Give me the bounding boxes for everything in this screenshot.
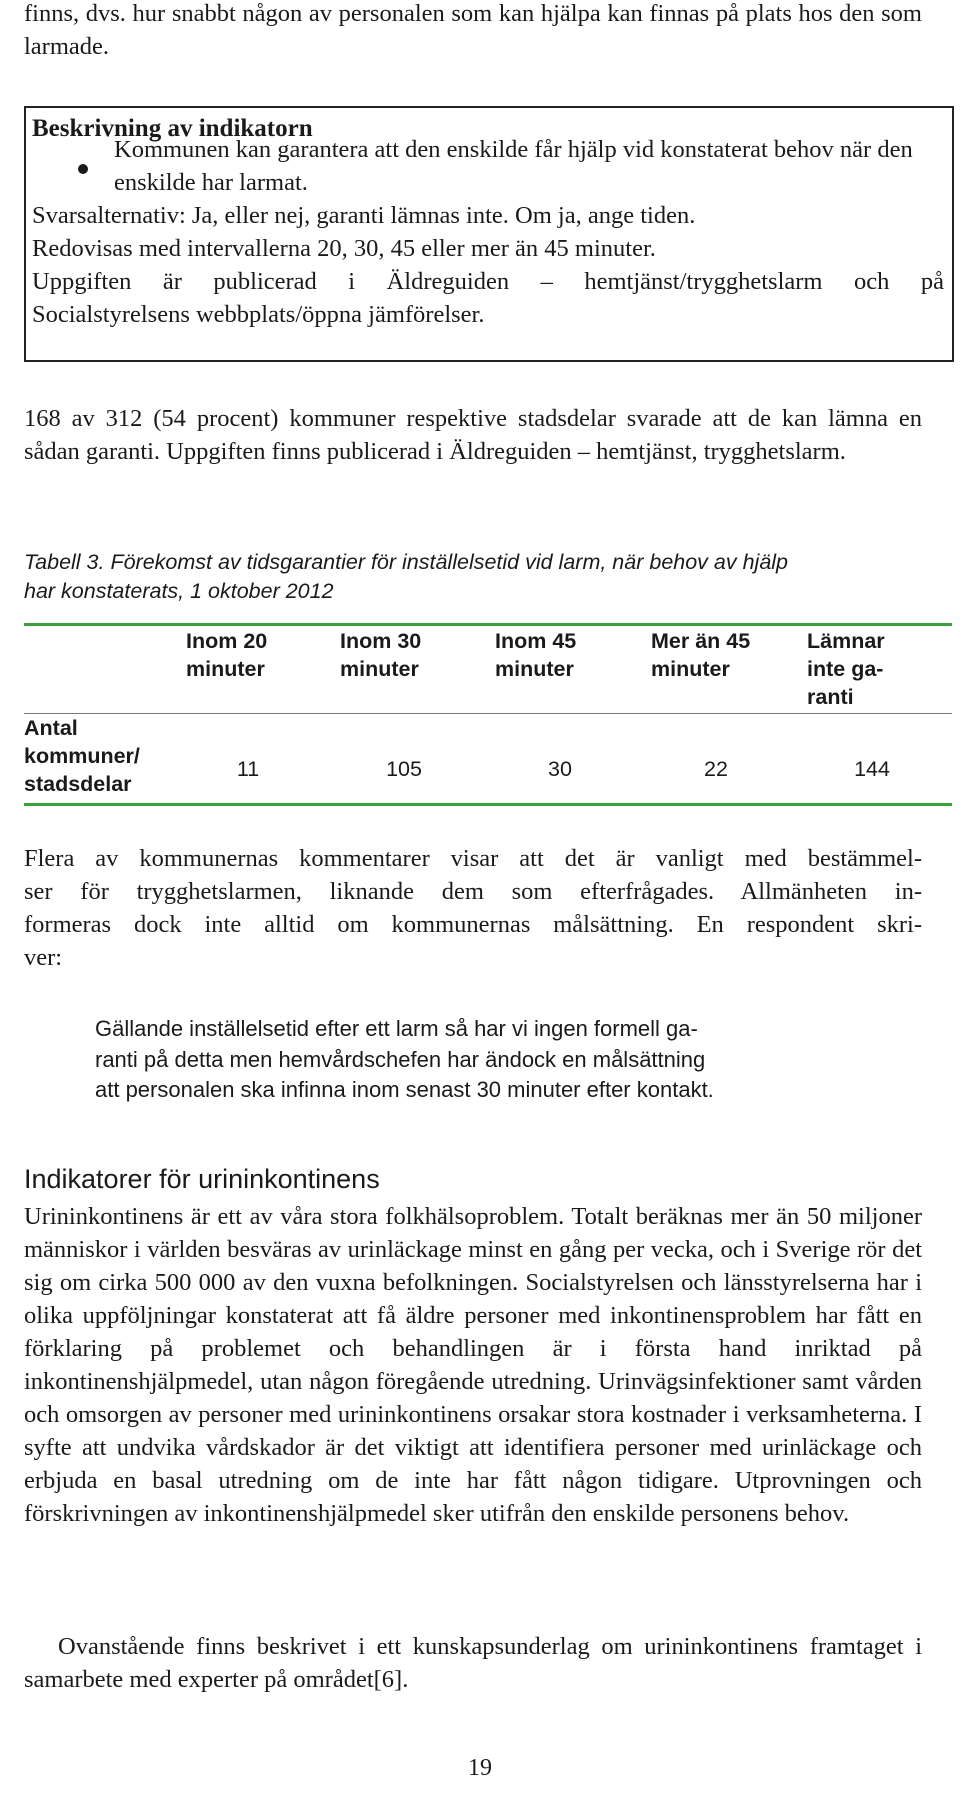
table-header-inom-20: Inom 20 minuter xyxy=(186,629,268,681)
table-caption xyxy=(24,548,924,606)
indicator-detail-line: Socialstyrelsens webbplats/öppna jämförelser. xyxy=(32,301,485,328)
quote-line: ranti på detta men hemvårdschefen har ändock en målsättning xyxy=(95,1046,706,1072)
table-header-rule xyxy=(24,713,952,714)
table-cell: 22 xyxy=(704,757,728,781)
section-paragraph: Urininkontinens är ett av våra stora folkhälsoproblem. Totalt beräknas mer än 50 miljoner människor i världen besväras av urinläckage minst en gång per vecka, och i Sverige rör det sig om cirka 500 000 av den vuxna befolkningen. Socialstyrelsen och länsstyrelserna har i olika uppföljningar konstaterat att få äldre personer med inkontinensproblem har fått en förklaring på problemet och behandlingen är i första hand inriktad på inkontinenshjälpmedel, utan någon föregående utredning. Urinvägsinfektioner samt vården och omsorgen av personer med urininkontinens orsakar stora kostnader i verksamheterna. I syfte att undvika vårdskador är det viktigt att identifiera personer med urinläckage och erbjuda en basal utredning om de inte har fått någon tidigare. Utprovningen och förskrivningen av inkontinenshjälpmedel sker utifrån den enskilde personens behov. xyxy=(24,1203,922,1527)
quote-line: Gällande inställelsetid efter ett larm så har vi ingen formell ga- xyxy=(95,1016,698,1041)
indicator-detail-line: Redovisas med intervallerna 20, 30, 45 eller mer än 45 minuter. xyxy=(32,235,656,262)
section-heading: Indikatorer för urininkontinens xyxy=(24,1164,380,1194)
indicator-box xyxy=(24,106,954,362)
indicator-bullet: Kommunen kan garantera att den enskilde får hjälp vid konstaterat behov när den enskilde har larmat. xyxy=(114,136,913,196)
intro-paragraph: finns, dvs. hur snabbt någon av personalen som kan hjälpa kan finnas på plats hos den som larmade. xyxy=(24,0,922,60)
table-row-label: Antal kommuner/ stadsdelar xyxy=(24,716,140,796)
indicator-details xyxy=(32,199,944,331)
quote-line: att personalen ska infinna inom senast 30 minuter efter kontakt. xyxy=(95,1077,714,1102)
indicator-detail-line: Uppgiften är publicerad i Äldreguiden – hemtjänst/trygghetslarm och på xyxy=(32,268,944,295)
indicator-heading: Beskrivning av indikatorn xyxy=(32,115,313,142)
table-cell: 144 xyxy=(854,757,890,781)
indicator-detail-line: Svarsalternativ: Ja, eller nej, garanti lämnas inte. Om ja, ange tiden. xyxy=(32,202,696,229)
table-top-rule xyxy=(24,623,952,626)
bullet-icon xyxy=(78,164,88,174)
table-caption-line: har konstaterats, 1 oktober 2012 xyxy=(24,579,334,603)
table-cell: 105 xyxy=(386,757,422,781)
table-caption-line: Tabell 3. Förekomst av tidsgarantier för inställelsetid vid larm, när behov av hjälp xyxy=(24,550,789,574)
table-cell: 30 xyxy=(548,757,572,781)
page-number: 19 xyxy=(468,1755,492,1781)
comments-line: Flera av kommunernas kommentarer visar att det är vanligt med bestämmel- xyxy=(24,845,922,872)
comments-paragraph xyxy=(24,842,922,974)
comments-line: formeras dock inte alltid om kommunernas målsättning. En respondent skri- xyxy=(24,911,922,938)
table-cell: 11 xyxy=(236,757,260,781)
result-paragraph: 168 av 312 (54 procent) kommuner respektive stadsdelar svarade att de kan lämna en sådan garanti. Uppgiften finns publicerad i Äldreguiden – hemtjänst, trygghetslarm. xyxy=(24,405,922,465)
table-header-inom-45: Inom 45 minuter xyxy=(495,629,577,681)
table-header-lamnar-inte-garanti: Lämnar inte ga- ranti xyxy=(807,629,885,709)
comments-line: ser för trygghetslarmen, liknande dem som efterfrågades. Allmänheten in- xyxy=(24,878,922,905)
table-bottom-rule xyxy=(24,803,952,806)
comments-line: ver: xyxy=(24,944,63,971)
table-header-mer-an-45: Mer än 45 minuter xyxy=(651,629,751,681)
respondent-quote xyxy=(95,1014,865,1106)
section-paragraph: Ovanstående finns beskrivet i ett kunskapsunderlag om urininkontinens framtaget i samarbete med experter på området[6]. xyxy=(24,1633,922,1693)
table-header-inom-30: Inom 30 minuter xyxy=(340,629,422,681)
